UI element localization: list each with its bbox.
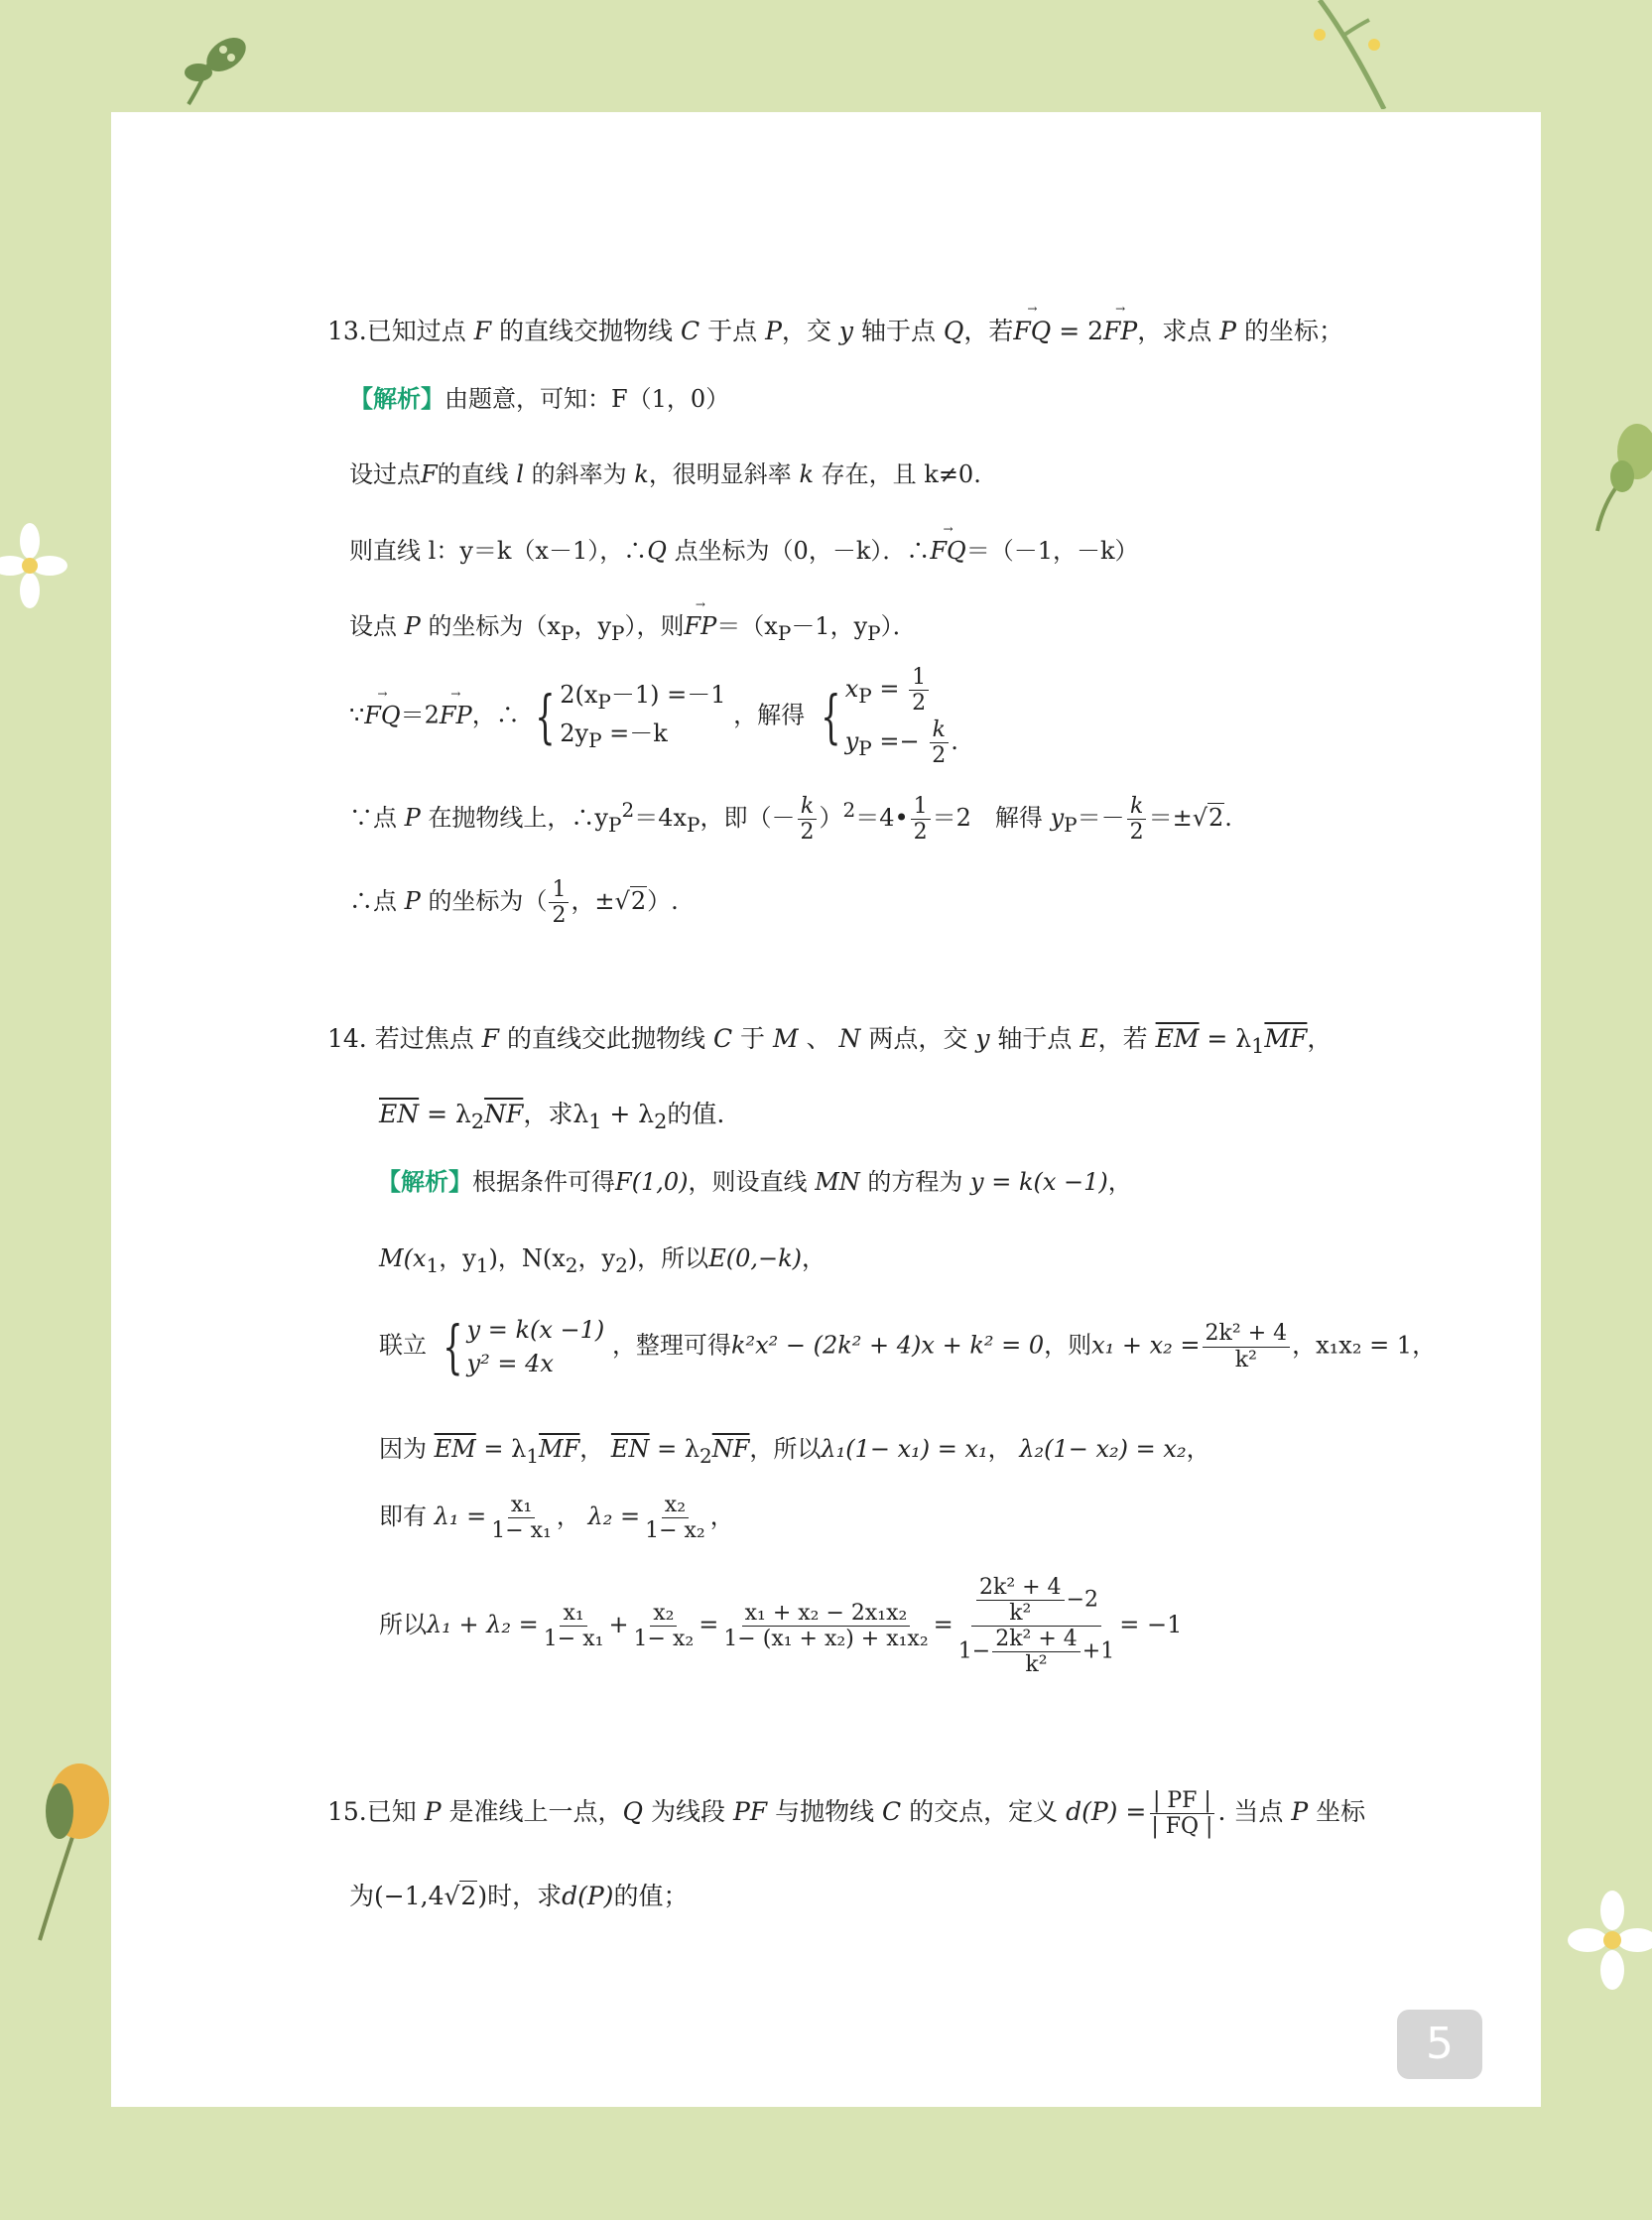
- q14-stem: 14. 若过焦点 F 的直线交此抛物线 C 于 M 、 N 两点，交 y 轴于点 E，若 $\overline{EM} = \lambda_1\overline{MF}$，: [327, 1024, 1333, 1058]
- q13-analysis-line-1: 【解析】由题意，可知：F（1，0）: [349, 385, 730, 413]
- worksheet-page: [111, 112, 1541, 2107]
- q13-analysis-line-4: 设点 P 的坐标为（$x_P$，$y_P$），则→ $FP=(x_P-1$，$y_P$）．: [349, 611, 917, 646]
- flower-left-icon: [0, 521, 69, 610]
- q14-analysis-line-2: $M(x_1$，$y_1$)，$N(x_2$，$y_2$)，所以E(0,−k)，: [379, 1244, 826, 1277]
- q13-solution-system: { $x_P$ = $\frac{1}{2}$ $y_P$ =− $\frac{k}{2}$ .: [821, 665, 958, 769]
- q13-stem: 13.已知过点 F 的直线交抛物线 C 于点 P，交 y 轴于点 Q，若→ FQ = 2→ FP，求点 P 的坐标；: [327, 316, 1343, 346]
- analysis-tag: 【解析】: [349, 385, 445, 413]
- q13-analysis-line-7: ∴点 P 的坐标为（ $\frac{1}{2}$ ，±√2）.: [349, 877, 679, 929]
- q15-stem-line-2: 为(−1,4√2)时，求d(P)的值；: [349, 1882, 689, 1910]
- q14-analysis-line-3: 联立 { y = k(x −1) y² = 4x ，整理可得k²x² − (2k² + 4)x + k² = 0，则x₁ + x₂ = $\frac{\text{2k² + 4}}{\text{k²}}$ ，x₁x₂ = 1，: [379, 1313, 1437, 1380]
- q13-analysis-line-5: ∵→ FQ＝2→ FP，∴ { $2(x_P-1) =-1$ $2y_P =-k$ ，解得 { $x_P$ = $\frac{1}{2}$ $y_P$ =− $\frac{k}{2}$ .: [349, 666, 958, 767]
- q14-analysis-line-6: 所以λ₁ + λ₂ = $\frac{\text{x₁}}{\text{1− x₁}}$ + $\frac{\text{x₂}}{\text{1− x₂}}$ = $\frac{\text{x₁ + x₂ − 2x₁x₂}}{\text{1− (x₁ + x₂) + x₁x₂}}$ = $\frac{\text{2k² + 4}}{\text{k²}}$ −2 1− $\frac{\text{2k² + 4}}{\text{k²}}$ +1 = −1: [379, 1575, 1183, 1678]
- flower-right-icon: [1568, 1886, 1652, 2005]
- leaf-right-icon: [1583, 407, 1652, 536]
- leaf-sprig-top-left-icon: [169, 25, 258, 114]
- branch-top-right-icon: [1290, 0, 1409, 109]
- q14-analysis-line-4: 因为 $\overline{EM} = \lambda_1\overline{MF}$， $\overline{EN} = \lambda_2\overline{NF}$，所以λ₁(1− x₁) = x₁， λ₂(1− x₂) = x₂，: [379, 1435, 1210, 1468]
- q15-stem: 15.已知 P 是准线上一点，Q 为线段 PF 与抛物线 C 的交点，定义 d(P) = $\frac{| PF |}{| FQ |}$ . 当点 P 坐标: [327, 1788, 1366, 1840]
- analysis-tag: 【解析】: [377, 1168, 472, 1196]
- q14-analysis-line-1: 【解析】根据条件可得F(1,0)，则设直线 MN 的方程为 y = k(x −1)，: [377, 1168, 1132, 1196]
- q13-analysis-line-6: ∵点 P 在抛物线上，$\therefore y_P^2=4x_P$，即（－ $\frac{k}{2}$ ）$^2$＝4• $\frac{1}{2}$ ＝2 解得 $y_P=-$ $\frac{k}{2}$ ＝±√2.: [349, 794, 1232, 846]
- q14-stem-line-2: $\overline{EN} = \lambda_2\overline{NF}$，求$\lambda_1 + \lambda_2$的值.: [379, 1100, 725, 1133]
- tulip-left-icon: [30, 1757, 114, 1945]
- q13-equation-system: { $2(x_P-1) =-1$ $2y_P =-k$: [535, 681, 726, 752]
- q14-analysis-line-5: 即有 λ₁ = $\frac{\text{x₁}}{\text{1− x₁}}$ ， λ₂ = $\frac{\text{x₂}}{\text{1− x₂}}$ ，: [379, 1493, 734, 1544]
- q13-analysis-line-3: 则直线 l：y＝k（x－1），∴Q 点坐标为（0，－k）．∴→ FQ＝（－1，－k）: [349, 536, 1139, 566]
- q14-equation-system: { y = k(x −1) y² = 4x: [442, 1313, 605, 1380]
- page-number-badge: 5: [1397, 2010, 1482, 2079]
- q13-analysis-line-2: 设过点F的直线 l 的斜率为 k，很明显斜率 k 存在，且 k≠0.: [349, 460, 981, 488]
